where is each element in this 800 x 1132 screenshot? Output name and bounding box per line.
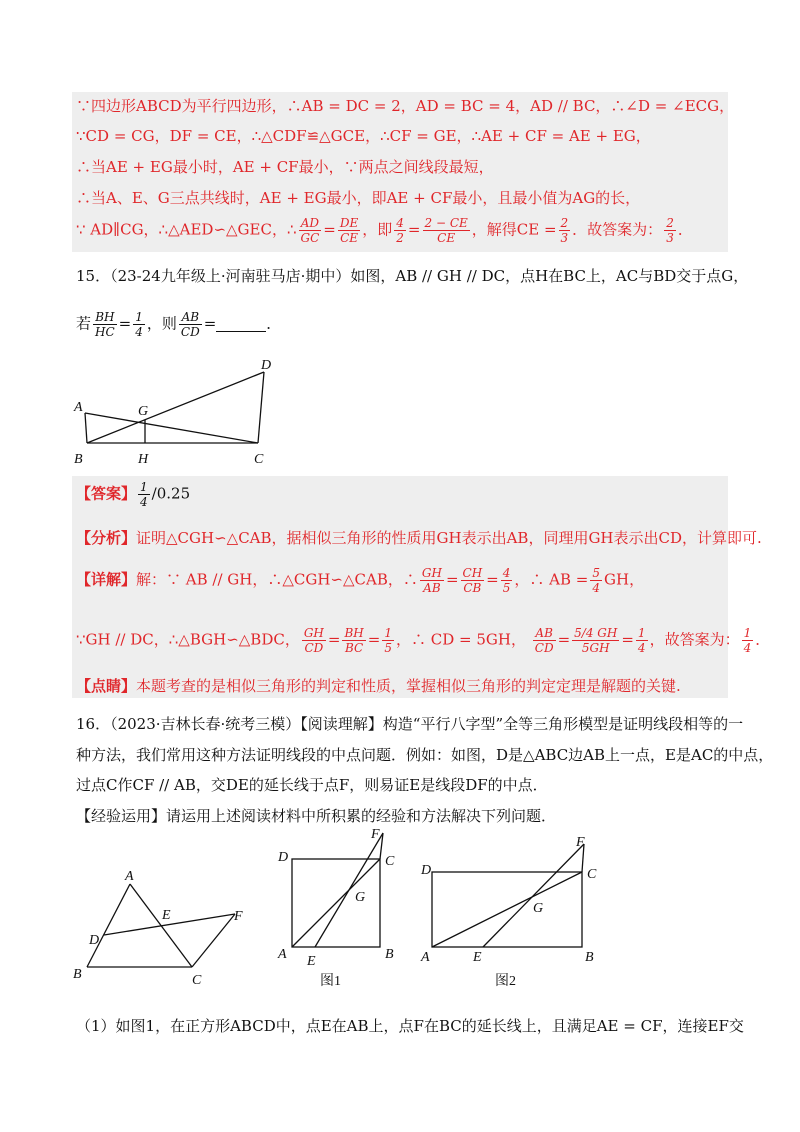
denominator: 5GH: [581, 641, 610, 655]
numerator: 5/4 GH: [574, 626, 618, 640]
figure-2: [415, 830, 615, 995]
fraction: [93, 310, 117, 339]
fraction: [299, 216, 322, 245]
solution-14-line-1: ∵四边形ABCD为平行四边形，∴AB = DC = 2，AD = BC = 4，AD // BC，∴∠D = ∠ECG，: [76, 97, 735, 115]
label-a: A: [278, 947, 287, 962]
numerator: AB: [179, 310, 202, 325]
solution-14-line-3: ∴当AE + EG最小时，AE + CF最小，∵两点之间线段最短，: [76, 158, 494, 176]
detail-15-line-1: 【详解】解：∵ AB // GH，∴△CGH∽△CAB，∴ $\frac{GH}{AB}$ = $\frac{CH}{CB}$ = $\frac{4}{5}$ ，∴ AB = $\frac{5}{4}$ GH，: [76, 566, 645, 595]
text-segment: 解：∵ AB // GH，∴△CGH∽△CAB，∴: [136, 570, 418, 589]
answer-tag: 【答案】: [76, 484, 137, 503]
numerator: BH: [93, 310, 117, 325]
label-b: B: [585, 950, 594, 965]
solution-14-line-5: [76, 216, 693, 245]
numerator: 5: [592, 566, 600, 580]
denominator: GC: [300, 231, 320, 245]
figure-1-caption: 图1: [320, 974, 341, 989]
fraction: [461, 566, 485, 595]
label-e: E: [307, 954, 316, 969]
equals-sign: =: [407, 220, 421, 239]
question-16-example-figure: [70, 862, 270, 992]
label-d: D: [261, 358, 272, 373]
question-15-figure: [70, 355, 285, 470]
answer-blank[interactable]: [216, 317, 266, 332]
label-f: F: [371, 827, 380, 842]
detail-tag: 【详解】: [76, 570, 137, 589]
question-16-line-4: 【经验运用】请运用上述阅读材料中所积累的经验和方法解决下列问题．: [76, 807, 557, 825]
denominator: CD: [180, 325, 200, 339]
question-15-line-1: 15．（23-24九年级上·河南驻马店·期中）如图，AB // GH // DC，点H在BC上，AC与BD交于点G，: [76, 267, 749, 285]
text-segment: GH，: [604, 570, 645, 589]
numerator: 2: [560, 216, 569, 230]
text-segment: ，故答案为：: [649, 630, 740, 649]
segment-ac: [432, 872, 582, 947]
period: ．: [677, 220, 693, 239]
numerator: BH: [344, 626, 364, 640]
analysis-text: 证明△CGH∽△CAB，据相似三角形的性质用GH表示出AB，同理用GH表示出CD，计算即可.: [136, 529, 762, 547]
numerator: 1: [140, 480, 148, 494]
numerator: 1: [135, 310, 143, 324]
point-tag: 【点睛】: [76, 677, 137, 695]
fraction: [382, 626, 394, 655]
numerator: GH: [421, 566, 442, 580]
segment-ef: [483, 844, 584, 947]
label-f: F: [234, 909, 243, 924]
segment-ef: [315, 833, 383, 947]
fraction: [423, 216, 470, 245]
fraction: [742, 626, 754, 655]
denominator: 4: [743, 641, 752, 655]
fraction: [394, 216, 406, 245]
fraction: [559, 216, 571, 245]
question-16-part-1: （1）如图1，在正方形ABCD中，点E在AB上，点F在BC的延长线上，且满足AE = CF，连接EF交: [76, 1017, 744, 1035]
label-e: E: [473, 950, 482, 965]
numerator: DE: [339, 216, 359, 230]
label-c: C: [385, 854, 395, 869]
analysis-15-line: [76, 528, 762, 548]
denominator: 4: [637, 641, 646, 655]
numerator: 1: [743, 626, 752, 640]
answer-decimal: /0.25: [151, 484, 191, 503]
denominator: CD: [534, 641, 554, 655]
text-segment: ．故答案为：: [572, 220, 663, 239]
fraction: [664, 216, 676, 245]
label-g: G: [355, 890, 366, 905]
fraction: [572, 626, 619, 655]
numerator: 2: [666, 216, 674, 230]
numerator: GH: [303, 626, 324, 640]
label-c: C: [587, 867, 597, 882]
text-segment: ，∴ AB =: [514, 570, 589, 589]
segment-ac: [85, 413, 258, 443]
label-c: C: [192, 973, 202, 988]
fraction: [501, 566, 513, 595]
denominator: AB: [423, 581, 441, 595]
detail-15-line-2: ∵GH // DC，∴△BGH∽△BDC， $\frac{GH}{CD}$ = $\frac{BH}{BC}$ = $\frac{1}{5}$ ，∴ CD = 5GH， $\frac{AB}{CD}$ = $\frac{5/4 GH}{5GH}$ = $\frac{1}{4}$ ，故答案为： $\frac{1}{4}$ ．: [76, 626, 771, 655]
label-b: B: [73, 967, 82, 982]
denominator: 3: [666, 231, 674, 245]
denominator: 2: [396, 231, 404, 245]
text-segment: ，∴ CD = 5GH，: [396, 630, 526, 649]
text-segment: ．: [266, 314, 282, 333]
denominator: 4: [140, 495, 148, 509]
label-g: G: [138, 404, 149, 419]
denominator: CB: [463, 581, 482, 595]
fraction: [342, 626, 365, 655]
fraction: [338, 216, 360, 245]
text-segment: 若: [76, 314, 92, 333]
question-16-line-1: 16．（2023·吉林长春·统考三模）【阅读理解】构造“平行八字型”全等三角形模型是证明线段相等的一: [76, 715, 744, 733]
fraction: [138, 480, 150, 509]
segment-ab: [87, 884, 130, 967]
solution-14-line-2: ∵CD = CG，DF = CE，∴△CDF≌△GCE，∴CF = GE，∴AE + CF = AE + EG，: [76, 127, 651, 145]
figure-1: [275, 825, 405, 995]
text-segment: ∵ AD∥CG，∴△AED∽△GEC，∴: [76, 220, 297, 239]
equals-sign: =: [118, 314, 132, 333]
question-16-line-2: 种方法，我们常用这种方法证明线段的中点问题．例如：如图，D是△ABC边AB上一点，E是AC的中点，: [76, 746, 774, 764]
text-segment: ，则: [146, 314, 177, 333]
label-b: B: [74, 452, 83, 467]
equals-sign: =: [323, 220, 336, 239]
denominator: 4: [135, 325, 143, 339]
denominator: CE: [437, 231, 456, 245]
label-a: A: [125, 869, 134, 884]
segment-cf: [192, 914, 235, 967]
denominator: 4: [592, 581, 600, 595]
label-d: D: [421, 863, 432, 878]
figure-2-caption: 图2: [495, 974, 516, 989]
numerator: AD: [299, 216, 322, 231]
label-g: G: [533, 901, 544, 916]
numerator: 1: [637, 626, 646, 640]
answer-15-line: [76, 480, 190, 509]
segment-ac: [292, 859, 380, 947]
text-segment: ．: [755, 630, 771, 649]
point-15-line: [76, 676, 681, 696]
denominator: 5: [384, 641, 392, 655]
numerator: CH: [462, 566, 483, 580]
fraction: [179, 310, 202, 339]
denominator: 3: [560, 231, 569, 245]
fraction: [590, 566, 602, 595]
question-16-line-3: 过点C作CF // AB，交DE的延长线于点F，则易证E是线段DF的中点．: [76, 776, 548, 794]
text-segment: ∵GH // DC，∴△BGH∽△BDC，: [76, 630, 300, 649]
fraction: [133, 310, 145, 339]
fraction: [420, 566, 444, 595]
solution-14-line-4: ∴当A、E、G三点共线时，AE + EG最小，即AE + CF最小，且最小值为AG的长，: [76, 189, 641, 207]
denominator: 5: [502, 581, 511, 595]
label-c: C: [254, 452, 264, 467]
label-d: D: [89, 933, 100, 948]
label-e: E: [162, 908, 171, 923]
equals-sign: =: [203, 314, 217, 333]
label-h: H: [138, 452, 149, 467]
numerator: 2 − CE: [424, 216, 468, 230]
label-a: A: [74, 400, 83, 415]
question-15-line-2: [76, 310, 281, 339]
denominator: CD: [304, 641, 324, 655]
denominator: BC: [345, 641, 364, 655]
fraction: [533, 626, 556, 655]
denominator: CE: [340, 231, 359, 245]
text-segment: ，解得CE =: [471, 220, 557, 239]
text-segment: ，即: [362, 220, 393, 239]
numerator: 1: [384, 626, 392, 640]
denominator: HC: [95, 325, 115, 339]
label-f: F: [576, 835, 585, 850]
analysis-tag: 【分析】: [76, 529, 137, 547]
point-text: 本题考查的是相似三角形的判定和性质，掌握相似三角形的判定定理是解题的关键.: [136, 677, 681, 695]
numerator: AB: [533, 626, 556, 641]
segment-cd: [258, 372, 264, 443]
fraction: [636, 626, 648, 655]
label-d: D: [278, 850, 289, 865]
label-b: B: [385, 947, 394, 962]
fraction: [302, 626, 326, 655]
segment-ab: [85, 413, 87, 443]
segment-bd: [87, 372, 264, 443]
label-a: A: [421, 950, 430, 965]
numerator: 4: [396, 216, 404, 230]
numerator: 4: [502, 566, 511, 580]
